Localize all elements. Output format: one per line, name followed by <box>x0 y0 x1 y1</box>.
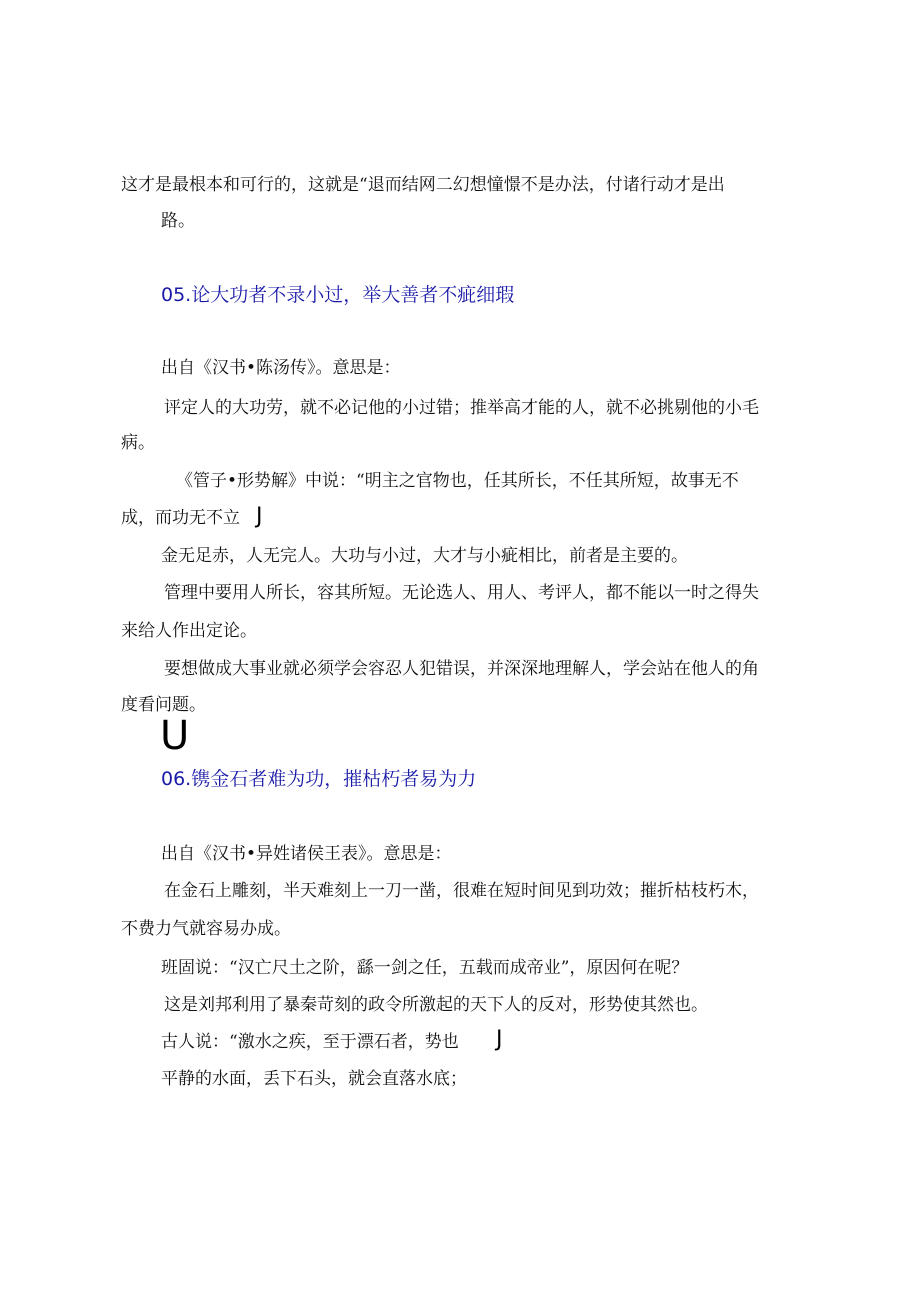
section-06-p4-mark: J <box>496 1027 503 1052</box>
section-05-p1-line2: 病。 <box>121 433 155 453</box>
section-05-p3: 金无足赤，人无完人。大功与小过，大才与小疵相比，前者是主要的。 <box>161 546 688 566</box>
section-separator-mark: U <box>160 713 190 759</box>
section-05-p5-line1: 要想做成大事业就必须学会容忍人犯错误，并深深地理解人，学会站在他人的角 <box>164 659 759 679</box>
section-06-p1-line1: 在金石上雕刻，半天难刻上一刀一凿，很难在短时间见到功效；摧折枯枝朽木， <box>164 881 759 901</box>
section-06-p1-line2: 不费力气就容易办成。 <box>121 919 291 939</box>
intro-line-1: 这才是最根本和可行的，这就是“退而结网二幻想憧憬不是办法，付诸行动才是出 <box>121 175 725 195</box>
section-06-p4: 古人说：“激水之疾，至于漂石者，势也 <box>161 1032 459 1052</box>
section-06-source: 出自《汉书•异姓诸侯王表》。意思是： <box>161 844 452 864</box>
section-06-heading: 06.镌金石者难为功，摧枯朽者易为力 <box>161 768 477 790</box>
section-05-source: 出自《汉书•陈汤传》。意思是： <box>161 358 401 378</box>
section-05-p2-mark: J <box>256 504 263 529</box>
section-06-p5: 平静的水面，丢下石头，就会直落水底； <box>161 1069 467 1089</box>
intro-line-2: 路。 <box>161 211 195 231</box>
section-05-p5-line2: 度看问题。 <box>121 695 206 715</box>
section-05-p2-line2: 成，而功无不立 <box>121 508 240 528</box>
section-05-p4-line1: 管理中要用人所长，容其所短。无论选人、用人、考评人，都不能以一时之得失 <box>164 583 759 603</box>
section-05-p4-line2: 来给人作出定论。 <box>121 621 257 641</box>
section-06-p2: 班固说：“汉亡尺土之阶，繇一剑之任，五载而成帝业”，原因何在呢？ <box>161 958 689 978</box>
section-05-heading: 05.论大功者不录小过，举大善者不疵细瑕 <box>161 284 515 306</box>
section-05-p1-line1: 评定人的大功劳，就不必记他的小过错；推举高才能的人，就不必挑剔他的小毛 <box>164 398 759 418</box>
section-06-p3: 这是刘邦利用了暴秦苛刻的政令所激起的天下人的反对，形势使其然也。 <box>164 995 708 1015</box>
section-05-p2-line1: 《管子•形势解》中说：“明主之官物也，任其所长，不任其所短，故事无不 <box>176 471 739 491</box>
